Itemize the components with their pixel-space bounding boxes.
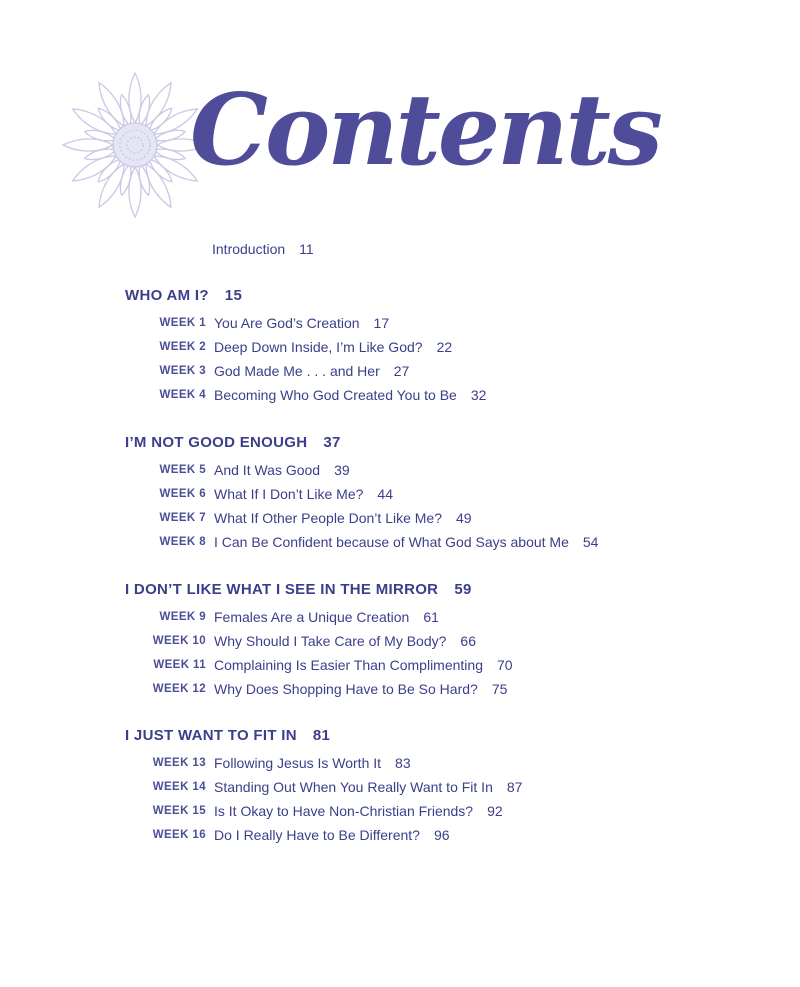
week-label: WEEK 14 — [152, 781, 206, 793]
entry-page-number: 27 — [393, 363, 410, 379]
week-label: WEEK 9 — [159, 611, 206, 623]
entry-title: Do I Really Have to Be Different? — [214, 827, 420, 843]
entry-page-number: 70 — [496, 657, 513, 673]
section-page-number: 15 — [224, 287, 243, 304]
entry-page-number: 61 — [423, 609, 439, 625]
week-label: WEEK 5 — [159, 464, 206, 476]
entry-title: Deep Down Inside, I’m Like God? — [214, 339, 423, 355]
section-page-number: 37 — [323, 434, 341, 451]
section-heading[interactable] — [125, 434, 341, 451]
entry-title: Why Does Shopping Have to Be So Hard? — [214, 681, 478, 697]
entry-title: Complaining Is Easier Than Complimenting — [214, 657, 483, 673]
week-label: WEEK 4 — [159, 389, 206, 401]
toc-entry[interactable] — [0, 827, 800, 849]
entry-title: You Are God’s Creation — [214, 315, 360, 331]
toc-entry[interactable] — [0, 633, 800, 655]
toc-entry[interactable] — [0, 486, 800, 508]
entry-page-number: 87 — [506, 779, 523, 795]
toc-entry[interactable] — [0, 681, 800, 703]
week-label: WEEK 6 — [159, 488, 206, 500]
week-label: WEEK 12 — [152, 683, 206, 695]
toc-entry[interactable] — [0, 779, 800, 801]
entry-title: Following Jesus Is Worth It — [214, 755, 382, 771]
toc-entry[interactable] — [0, 755, 800, 777]
entry-page-number: 17 — [373, 315, 390, 331]
entry-page-number: 32 — [470, 387, 487, 403]
entry-title: Is It Okay to Have Non-Christian Friends? — [214, 803, 474, 819]
entry-page-number: 54 — [582, 534, 599, 550]
week-label: WEEK 15 — [152, 805, 206, 817]
toc-entry[interactable] — [0, 363, 800, 385]
section-page-number: 59 — [454, 581, 472, 598]
entry-page-number: 49 — [456, 510, 472, 526]
introduction-page-number: 11 — [299, 241, 314, 257]
section-title: I JUST WANT TO FIT IN — [125, 727, 297, 744]
toc-entry[interactable] — [0, 534, 800, 556]
week-label: WEEK 1 — [159, 317, 206, 329]
section-page-number: 81 — [312, 727, 331, 744]
entry-page-number: 92 — [487, 803, 503, 819]
entry-page-number: 83 — [395, 755, 411, 771]
entry-title: And It Was Good — [214, 462, 321, 478]
toc-entry[interactable] — [0, 339, 800, 361]
week-label: WEEK 7 — [159, 512, 206, 524]
entry-title: Standing Out When You Really Want to Fit In — [214, 779, 493, 795]
toc-entry[interactable] — [0, 803, 800, 825]
entry-page-number: 66 — [460, 633, 476, 649]
toc-entry[interactable] — [0, 609, 800, 631]
entry-page-number: 96 — [433, 827, 450, 843]
toc-entry[interactable] — [0, 387, 800, 409]
introduction-label: Introduction — [212, 241, 286, 257]
entry-title: Becoming Who God Created You to Be — [214, 387, 457, 403]
section-heading[interactable] — [125, 581, 472, 598]
page-title: Contents — [190, 73, 660, 188]
week-label: WEEK 13 — [152, 757, 206, 769]
toc-entry[interactable] — [0, 315, 800, 337]
section-title: I DON’T LIKE WHAT I SEE IN THE MIRROR — [125, 581, 439, 598]
section-title: WHO AM I? — [125, 287, 209, 304]
toc-entry[interactable] — [0, 510, 800, 532]
toc-introduction[interactable] — [212, 241, 314, 257]
section-heading[interactable] — [125, 287, 242, 304]
week-label: WEEK 10 — [152, 635, 206, 647]
toc-entry[interactable] — [0, 657, 800, 679]
entry-title: What If I Don’t Like Me? — [214, 486, 364, 502]
entry-page-number: 75 — [491, 681, 508, 697]
section-title: I’M NOT GOOD ENOUGH — [125, 434, 308, 451]
week-label: WEEK 3 — [159, 365, 206, 377]
week-label: WEEK 8 — [159, 536, 206, 548]
entry-title: I Can Be Confident because of What God Says about Me — [214, 534, 569, 550]
entry-title: Why Should I Take Care of My Body? — [214, 633, 447, 649]
toc-entry[interactable] — [0, 462, 800, 484]
section-heading[interactable] — [125, 727, 330, 744]
entry-page-number: 44 — [377, 486, 393, 502]
entry-title: God Made Me . . . and Her — [214, 363, 380, 379]
entry-title: Females Are a Unique Creation — [214, 609, 410, 625]
entry-title: What If Other People Don’t Like Me? — [214, 510, 442, 526]
week-label: WEEK 2 — [159, 341, 206, 353]
week-label: WEEK 16 — [152, 829, 206, 841]
entry-page-number: 22 — [436, 339, 453, 355]
entry-page-number: 39 — [334, 462, 350, 478]
week-label: WEEK 11 — [153, 659, 206, 671]
